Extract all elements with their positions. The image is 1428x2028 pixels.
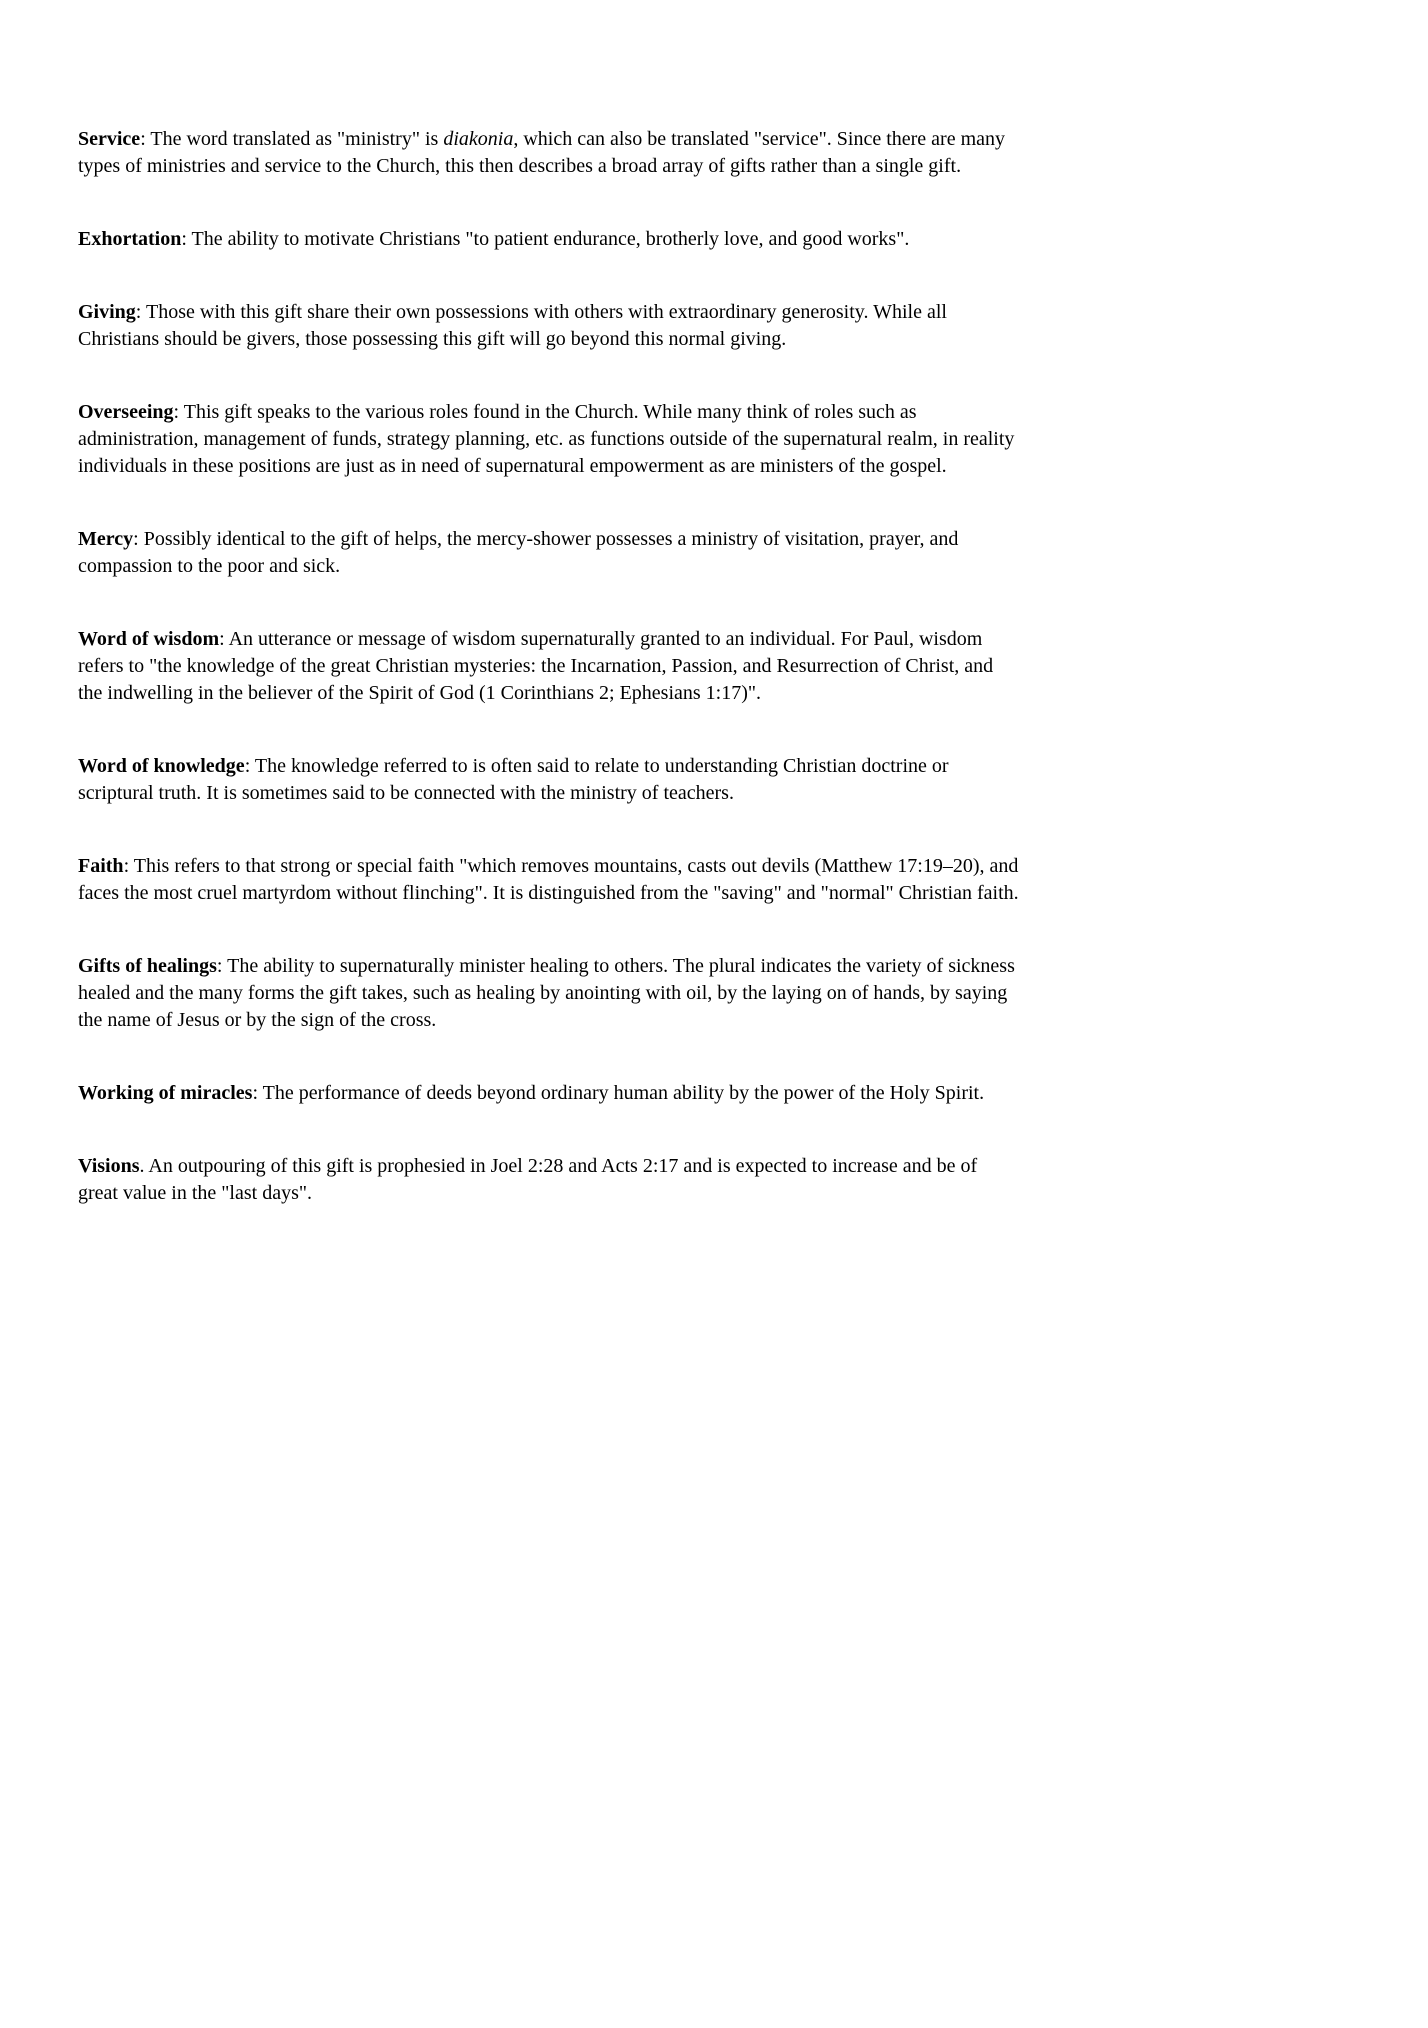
term-label: Gifts of healings — [78, 955, 217, 977]
definition-paragraph-overseeing — [78, 399, 1020, 480]
definition-paragraph-gifts-of-healings — [78, 953, 1020, 1034]
term-label: Visions — [78, 1155, 140, 1177]
definition-text: This refers to that strong or special faith "which removes mountains, casts out devils (Matthew 17:19–20), and faces the most cruel martyrdom without flinching". It is distinguished from the "saving" and "normal" Christian faith. — [78, 855, 1019, 904]
term-label: Working of miracles — [78, 1082, 253, 1104]
definition-text: The performance of deeds beyond ordinary human ability by the power of the Holy Spirit. — [262, 1082, 985, 1104]
definition-text: Those with this gift share their own possessions with others with extraordinary generosity. While all Christians should be givers, those possessing this gift will go beyond this normal giving. — [78, 301, 947, 350]
term-separator: : — [181, 228, 192, 250]
definition-text: An utterance or message of wisdom supernaturally granted to an individual. For Paul, wisdom refers to "the knowledge of the great Christian mysteries: the Incarnation, Passion, and Resurrection of Christ, and the indwelling in the believer of the Spirit of God (1 Corinthians 2; Ephesians 1:17)". — [78, 628, 994, 704]
definition-text: Possibly identical to the gift of helps, the mercy-shower possesses a ministry of visitation, prayer, and compassion to the poor and sick. — [78, 528, 959, 577]
definition-paragraph-exhortation — [78, 226, 1020, 253]
definition-paragraph-working-of-miracles — [78, 1080, 1020, 1107]
term-separator: : — [133, 528, 144, 550]
term-separator: . — [139, 1155, 149, 1177]
term-separator: : — [140, 128, 151, 150]
definition-text: The knowledge referred to is often said to relate to understanding Christian doctrine or scriptural truth. It is sometimes said to be connected with the ministry of teachers. — [78, 755, 949, 804]
definition-paragraph-mercy — [78, 526, 1020, 580]
definition-paragraph-giving — [78, 299, 1020, 353]
definition-paragraph-word-of-wisdom — [78, 626, 1020, 707]
italic-term: diakonia — [443, 128, 514, 150]
term-separator: : — [244, 755, 255, 777]
term-separator: : — [173, 401, 184, 423]
definition-text: The ability to motivate Christians "to patient endurance, brotherly love, and good works". — [191, 228, 910, 250]
term-separator: : — [216, 955, 228, 977]
term-separator: : — [252, 1082, 263, 1104]
definition-text: This gift speaks to the various roles found in the Church. While many think of roles such as administration, management of funds, strategy planning, etc. as functions outside of the supernatural realm, in reality individuals in these positions are just as in need of supernatural empowerment as are ministers of the gospel. — [78, 401, 1015, 477]
definition-text-end: , which can also be translated "service". Since there are many types of ministries and service to the Church, this then describes a broad array of gifts rather than a single gift. — [78, 128, 1006, 177]
term-label: Mercy — [78, 528, 134, 550]
term-label: Overseeing — [78, 401, 174, 423]
term-separator: : — [219, 628, 229, 650]
term-separator: : — [123, 855, 134, 877]
term-label: Word of wisdom — [78, 628, 220, 650]
term-separator: : — [135, 301, 146, 323]
definition-paragraph-faith — [78, 853, 1020, 907]
term-label: Exhortation — [78, 228, 182, 250]
term-label: Giving — [78, 301, 136, 323]
definition-text: An outpouring of this gift is prophesied in Joel 2:28 and Acts 2:17 and is expected to increase and be of great value in the "last days". — [78, 1155, 978, 1204]
definition-paragraph-service — [78, 126, 1020, 180]
definition-text: The ability to supernaturally minister healing to others. The plural indicates the variety of sickness healed and the many forms the gift takes, such as healing by anointing with oil, by the laying on of hands, by saying the name of Jesus or by the sign of the cross. — [78, 955, 1015, 1031]
term-label: Word of knowledge — [78, 755, 245, 777]
term-label: Service — [78, 128, 141, 150]
definition-text: The word translated as "ministry" is — [150, 128, 444, 150]
definition-paragraph-visions — [78, 1153, 1020, 1207]
term-label: Faith — [78, 855, 124, 877]
definition-paragraph-word-of-knowledge — [78, 753, 1020, 807]
